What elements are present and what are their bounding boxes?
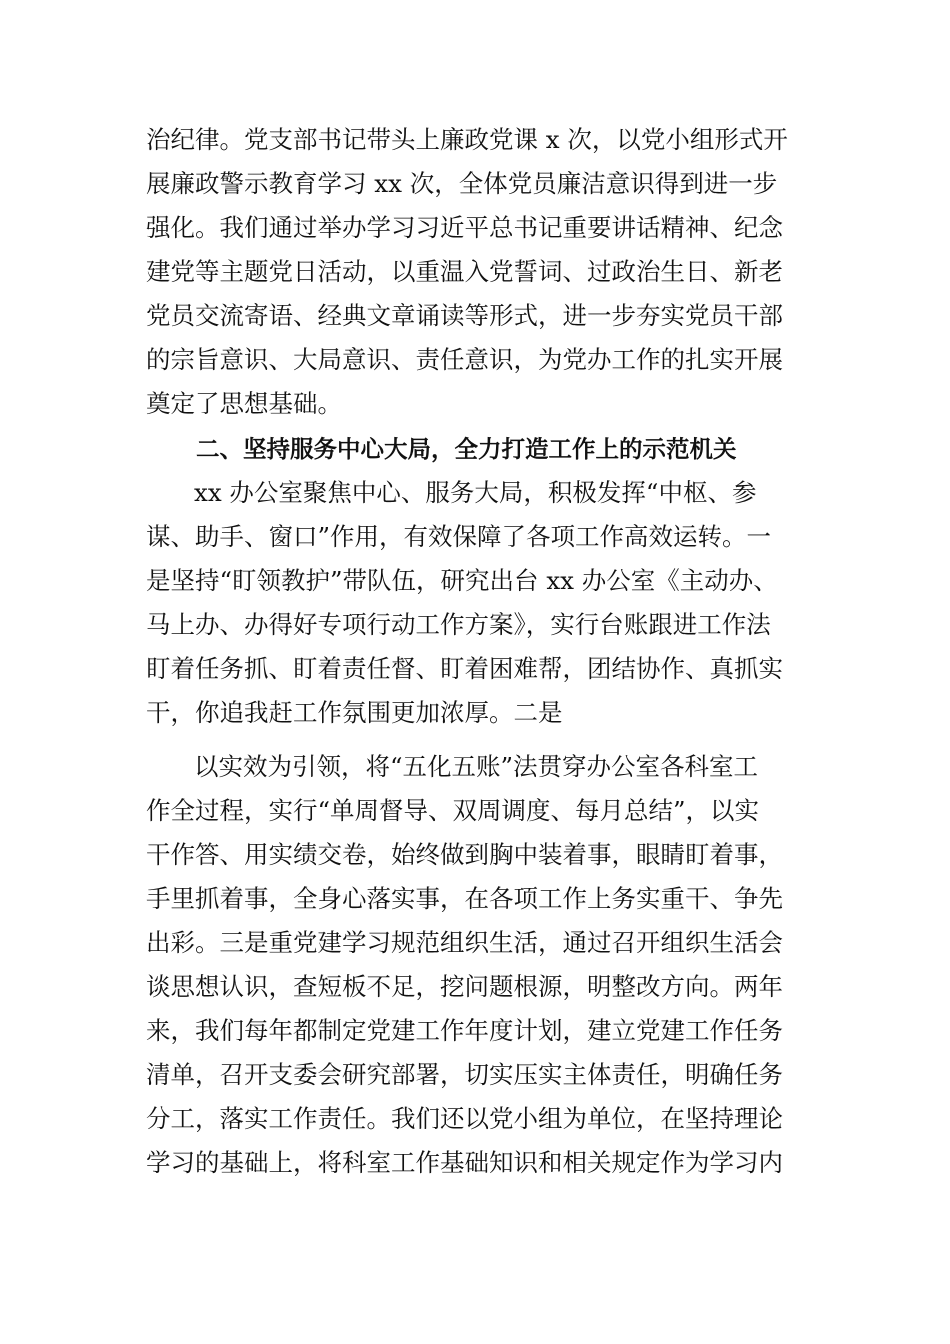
paragraph-1-line: 建党等主题党日活动，以重温入党誓词、过政治生日、新老: [146, 257, 783, 286]
paragraph-3-line: 学习的基础上，将科室工作基础知识和相关规定作为学习内: [146, 1148, 783, 1177]
paragraph-3-line: 分工，落实工作责任。我们还以党小组为单位，在坚持理论: [146, 1104, 783, 1133]
paragraph-3-line: 谈思想认识，查短板不足，挖问题根源，明整改方向。两年: [146, 972, 783, 1001]
paragraph-2-line: xx 办公室聚焦中心、服务大局，积极发挥“中枢、参: [194, 478, 757, 507]
paragraph-1-line: 的宗旨意识、大局意识、责任意识，为党办工作的扎实开展: [146, 345, 783, 374]
paragraph-2-line: 是坚持“盯领教护”带队伍，研究出台 xx 办公室《主动办、: [146, 566, 778, 595]
paragraph-2-line: 盯着任务抓、盯着责任督、盯着困难帮，团结协作、真抓实: [146, 654, 783, 683]
section-heading: 二、坚持服务中心大局，全力打造工作上的示范机关: [196, 435, 737, 463]
paragraph-3-line: 手里抓着事，全身心落实事，在各项工作上务实重干、争先: [146, 884, 783, 913]
paragraph-3-line: 来，我们每年都制定党建工作年度计划，建立党建工作任务: [146, 1016, 783, 1045]
paragraph-2-line: 干，你追我赶工作氛围更加浓厚。二是: [146, 698, 563, 727]
paragraph-2-line: 谋、助手、窗口”作用，有效保障了各项工作高效运转。一: [146, 522, 772, 551]
paragraph-3-line: 清单，召开支委会研究部署，切实压实主体责任，明确任务: [146, 1060, 783, 1089]
paragraph-1-line: 治纪律。党支部书记带头上廉政党课 x 次，以党小组形式开: [146, 125, 788, 154]
paragraph-1-line: 强化。我们通过举办学习习近平总书记重要讲话精神、纪念: [146, 213, 783, 242]
paragraph-3-line: 以实效为引领，将“五化五账”法贯穿办公室各科室工: [194, 752, 759, 781]
paragraph-3-line: 出彩。三是重党建学习规范组织生活，通过召开组织生活会: [146, 928, 783, 957]
paragraph-2-line: 马上办、办得好专项行动工作方案》，实行台账跟进工作法: [146, 610, 771, 639]
paragraph-1-line: 奠定了思想基础。: [146, 389, 342, 418]
paragraph-1-line: 展廉政警示教育学习 xx 次，全体党员廉洁意识得到进一步: [146, 169, 778, 198]
paragraph-3-line: 干作答、用实绩交卷，始终做到胸中装着事，眼睛盯着事，: [146, 840, 783, 869]
paragraph-3-line: 作全过程，实行“单周督导、双周调度、每月总结”，以实: [146, 796, 760, 825]
paragraph-1-line: 党员交流寄语、经典文章诵读等形式，进一步夯实党员干部: [146, 301, 783, 330]
